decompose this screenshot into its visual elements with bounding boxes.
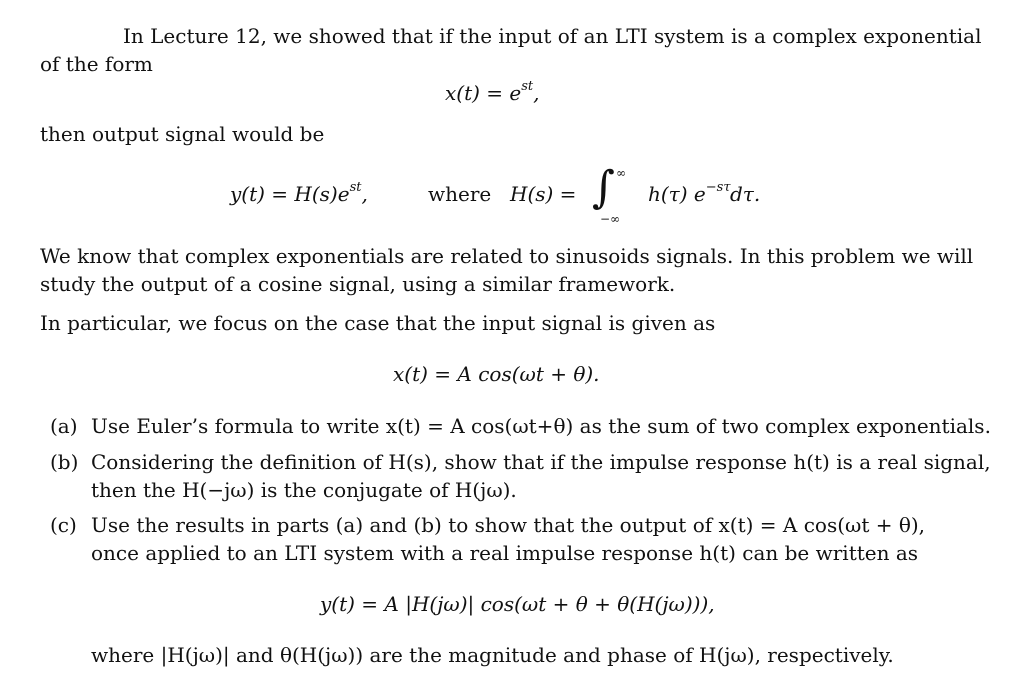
intro-line-1: In Lecture 12, we showed that if the input of an LTI system is a complex exponential xyxy=(123,24,982,48)
paragraph-1-line-1: We know that complex exponentials are related to sinusoids signals. In this problem we will xyxy=(40,244,974,268)
final-line: where |H(jω)| and θ(H(jω)) are the magnitude and phase of H(jω), respectively. xyxy=(91,643,894,667)
item-b-label: (b) xyxy=(50,450,79,474)
integrand xyxy=(648,182,731,206)
item-b-line-2: then the H(−jω) is the conjugate of H(jω). xyxy=(91,478,517,502)
paragraph-2: In particular, we focus on the case that the input signal is given as xyxy=(40,311,716,335)
item-c-label: (c) xyxy=(50,513,77,537)
item-a-label: (a) xyxy=(50,414,78,438)
eq1-main: x(t) = e xyxy=(445,81,522,105)
eq2-left-tail: , xyxy=(361,182,368,206)
eq1-tail: , xyxy=(533,81,540,105)
paragraph-1-line-2: study the output of a cosine signal, using a similar framework. xyxy=(40,272,676,296)
integral-upper-limit: ∞ xyxy=(616,166,626,180)
integral-lower-limit: −∞ xyxy=(600,212,621,226)
eq2-left-exponent: st xyxy=(349,180,362,196)
integrand-exponent: −sτ xyxy=(705,180,731,196)
intro-line-2: of the form xyxy=(40,52,153,76)
transfer-function-label: H(s) = xyxy=(510,182,577,206)
item-c-line-2: once applied to an LTI system with a real impulse response h(t) can be written as xyxy=(91,541,919,565)
eq2-left-main: y(t) = H(s)e xyxy=(230,182,350,206)
integrand-main: h(τ) e xyxy=(648,182,706,206)
integral-sign: ∫ xyxy=(592,162,615,213)
eq1-exponent: st xyxy=(521,79,534,95)
equation-cosine-input: x(t) = A cos(ωt + θ). xyxy=(393,362,600,386)
equation-output-cosine: y(t) = A |H(jω)| cos(ωt + θ + θ(H(jω))), xyxy=(320,592,715,616)
equation-output-left xyxy=(230,182,368,206)
equation-input-exponential xyxy=(445,81,540,105)
item-a-line-1: Use Euler’s formula to write x(t) = A cos(ωt+θ) as the sum of two complex exponentials. xyxy=(91,414,991,438)
item-b-line-1: Considering the definition of H(s), show that if the impulse response h(t) is a real signal, xyxy=(91,450,991,474)
then-text: then output signal would be xyxy=(40,122,325,146)
d-tau: dτ. xyxy=(730,182,761,206)
item-c-line-1: Use the results in parts (a) and (b) to show that the output of x(t) = A cos(ωt + θ), xyxy=(91,513,926,537)
where-word: where xyxy=(428,182,492,206)
